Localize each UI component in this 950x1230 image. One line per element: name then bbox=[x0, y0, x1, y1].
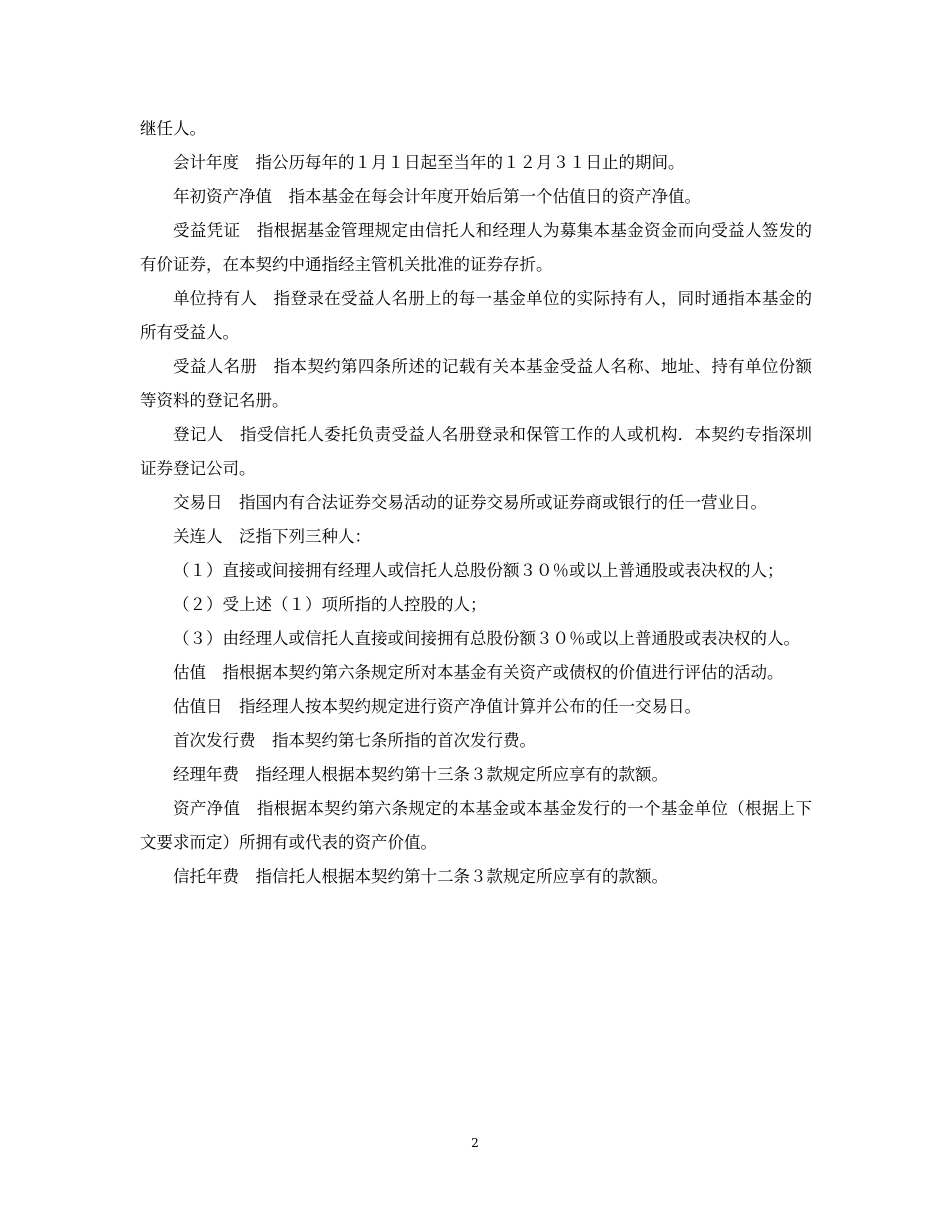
paragraph-text: 指根据基金管理规定由信托人和经理人为募集本基金资金而向受益人签发的有价证券，在本契约中通指经主管机关批准的证券存折。 bbox=[140, 221, 813, 274]
paragraph bbox=[140, 180, 812, 214]
defined-term: 单位持有人 bbox=[173, 289, 258, 308]
paragraph bbox=[140, 146, 812, 180]
page-number: 2 bbox=[471, 1136, 479, 1150]
defined-term: 估值 bbox=[173, 663, 206, 682]
paragraph bbox=[140, 690, 812, 724]
paragraph-text: 指根据本契约第六条规定的本基金或本基金发行的一个基金单位（根据上下文要求而定）所拥有或代表的资产价值。 bbox=[140, 799, 813, 852]
defined-term: 信托年费 bbox=[173, 867, 239, 886]
paragraph bbox=[140, 656, 812, 690]
paragraph bbox=[140, 758, 812, 792]
paragraph bbox=[140, 622, 812, 656]
paragraph-text: 指本基金在每会计年度开始后第一个估值日的资产净值。 bbox=[288, 187, 701, 206]
paragraph bbox=[140, 724, 812, 758]
defined-term: 资产净值 bbox=[173, 799, 241, 818]
paragraph bbox=[140, 350, 812, 418]
paragraph bbox=[140, 214, 812, 282]
defined-term: 登记人 bbox=[173, 425, 224, 444]
paragraph bbox=[140, 486, 812, 520]
paragraph bbox=[140, 554, 812, 588]
defined-term: 受益凭证 bbox=[173, 221, 241, 240]
paragraph-text: （３）由经理人或信托人直接或间接拥有总股份额３０％或以上普通股或表决权的人。 bbox=[173, 629, 800, 648]
paragraph-text: 指经理人按本契约规定进行资产净值计算并公布的任一交易日。 bbox=[239, 697, 701, 716]
defined-term: 估值日 bbox=[173, 697, 223, 716]
defined-term: 年初资产净值 bbox=[173, 187, 272, 206]
paragraph bbox=[140, 792, 812, 860]
paragraph bbox=[140, 282, 812, 350]
defined-term: 经理年费 bbox=[173, 765, 239, 784]
paragraph-text: （１）直接或间接拥有经理人或信托人总股份额３０％或以上普通股或表决权的人； bbox=[173, 561, 784, 580]
defined-term: 会计年度 bbox=[173, 153, 239, 172]
paragraph bbox=[140, 520, 812, 554]
paragraph-text: （２）受上述（１）项所指的人控股的人； bbox=[173, 595, 487, 614]
document-body bbox=[140, 112, 812, 894]
paragraph-text: 指信托人根据本契约第十二条３款规定所应享有的款额。 bbox=[255, 867, 668, 886]
paragraph-text: 指根据本契约第六条规定所对本基金有关资产或债权的价值进行评估的活动。 bbox=[222, 663, 784, 682]
paragraph-text: 指经理人根据本契约第十三条３款规定所应享有的款额。 bbox=[255, 765, 668, 784]
paragraph bbox=[140, 860, 812, 894]
paragraph-text: 指登录在受益人名册上的每一基金单位的实际持有人，同时通指本基金的所有受益人。 bbox=[140, 289, 813, 342]
paragraph-text: 泛指下列三种人： bbox=[239, 527, 371, 546]
defined-term: 交易日 bbox=[173, 493, 223, 512]
paragraph bbox=[140, 588, 812, 622]
paragraph-text: 指本契约第四条所述的记载有关本基金受益人名称、地址、持有单位份额等资料的登记名册。 bbox=[140, 357, 813, 410]
paragraph-text: 指本契约第七条所指的首次发行费。 bbox=[272, 731, 536, 750]
paragraph-text: 指国内有合法证券交易活动的证券交易所或证券商或银行的任一营业日。 bbox=[239, 493, 767, 512]
paragraph-text: 指公历每年的１月１日起至当年的１２月３１日止的期间。 bbox=[255, 153, 685, 172]
paragraph-text: 继任人。 bbox=[140, 119, 206, 138]
paragraph-text: 指受信托人委托负责受益人名册登录和保管工作的人或机构．本契约专指深圳证券登记公司。 bbox=[140, 425, 812, 478]
defined-term: 受益人名册 bbox=[173, 357, 258, 376]
defined-term: 关连人 bbox=[173, 527, 223, 546]
paragraph bbox=[140, 112, 812, 146]
paragraph bbox=[140, 418, 812, 486]
defined-term: 首次发行费 bbox=[173, 731, 256, 750]
